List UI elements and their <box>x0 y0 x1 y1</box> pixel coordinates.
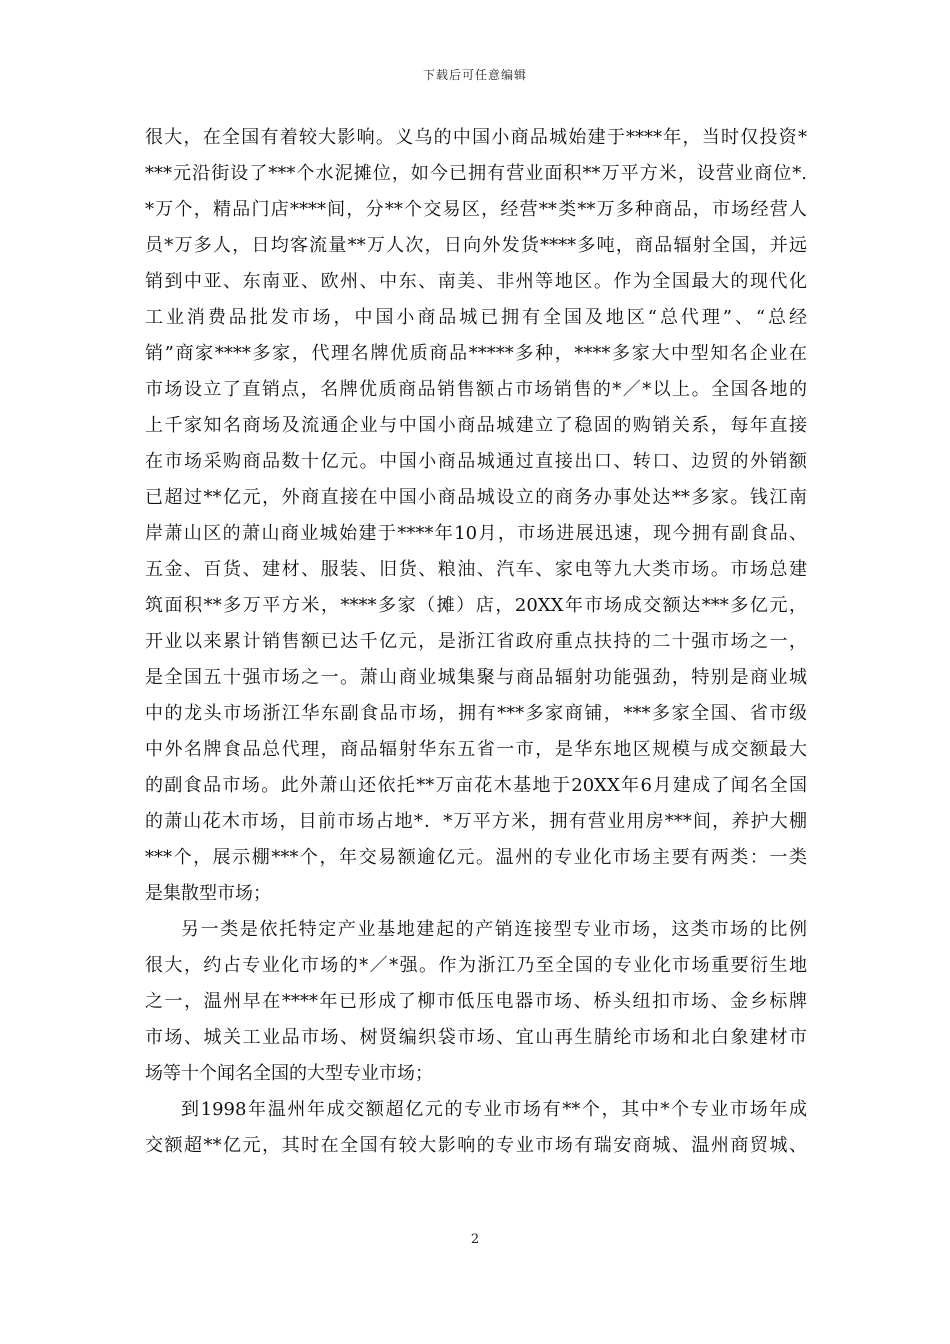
text-line: 市场设立了直销点，名牌优质商品销售额占市场销售的*／*以上。全国各地的 <box>145 379 807 400</box>
text-line: 的副食品市场。此外萧山还依托**万亩花木基地于20XX年6月建成了闻名全国 <box>145 775 807 796</box>
text-line: 岸萧山区的萧山商业城始建于****年10月，市场进展迅速，现今拥有副食品、 <box>145 523 807 544</box>
body-text <box>145 120 807 1164</box>
paragraph-first-line: 另一类是依托特定产业基地建起的产销连接型专业市场，这类市场的比例 <box>181 919 807 940</box>
text-line: 已超过**亿元，外商直接在中国小商品城设立的商务办事处达**多家。钱江南 <box>145 487 807 508</box>
text-line: 场等十个闻名全国的大型专业市场； <box>145 1063 433 1084</box>
text-line: 交额超**亿元，其时在全国有较大影响的专业市场有瑞安商城、温州商贸城、 <box>145 1135 807 1156</box>
text-line: ***个，展示棚***个，年交易额逾亿元。温州的专业化市场主要有两类：一类 <box>145 847 807 868</box>
text-line: 很大，约占专业化市场的*／*强。作为浙江乃至全国的专业化市场重要衍生地 <box>145 955 807 976</box>
text-line: 开业以来累计销售额已达千亿元，是浙江省政府重点扶持的二十强市场之一， <box>145 631 807 652</box>
page-header: 下载后可任意编辑 <box>422 68 527 82</box>
text-line: 工业消费品批发市场，中国小商品城已拥有全国及地区“总代理”、“总经 <box>145 307 807 328</box>
text-line: 市场、城关工业品市场、树贤编织袋市场、宜山再生腈纶市场和北白象建材市 <box>145 1027 807 1048</box>
text-line: 销”商家****多家，代理名牌优质商品*****多种，****多家大中型知名企业在 <box>145 343 807 364</box>
text-line: 是全国五十强市场之一。萧山商业城集聚与商品辐射功能强劲，特别是商业城 <box>145 667 807 688</box>
text-line: 在市场采购商品数十亿元。中国小商品城通过直接出口、转口、边贸的外销额 <box>145 451 807 472</box>
text-line: 五金、百货、建材、服装、旧货、粮油、汽车、家电等九大类市场。市场总建 <box>145 559 807 580</box>
text-line: 很大，在全国有着较大影响。义乌的中国小商品城始建于****年，当时仅投资* <box>145 127 807 148</box>
paragraph-first-line: 到1998年温州年成交额超亿元的专业市场有**个，其中*个专业市场年成 <box>181 1099 807 1120</box>
text-line: 之一，温州早在****年已形成了柳市低压电器市场、桥头纽扣市场、金乡标牌 <box>145 991 807 1012</box>
text-line: 筑面积**多万平方米，****多家（摊）店，20XX年市场成交额达***多亿元， <box>145 595 807 616</box>
text-line: ***元沿街设了***个水泥摊位，如今已拥有营业面积**万平方米，设营业商位*. <box>145 163 807 184</box>
text-line: 中的龙头市场浙江华东副食品市场，拥有***多家商铺，***多家全国、省市级 <box>145 703 807 724</box>
text-line: 是集散型市场； <box>145 883 271 904</box>
text-line: 销到中亚、东南亚、欧州、中东、南美、非州等地区。作为全国最大的现代化 <box>145 271 807 292</box>
text-line: 中外名牌食品总代理，商品辐射华东五省一市，是华东地区规模与成交额最大 <box>145 739 807 760</box>
text-line: 上千家知名商场及流通企业与中国小商品城建立了稳固的购销关系，每年直接 <box>145 415 807 436</box>
text-line: 的萧山花木市场，目前市场占地*．*万平方米，拥有营业用房***间，养护大棚 <box>145 811 807 832</box>
text-line: 员*万多人，日均客流量**万人次，日向外发货****多吨，商品辐射全国，并远 <box>145 235 807 256</box>
text-line: *万个，精品门店****间，分**个交易区，经营**类**万多种商品，市场经营人 <box>145 199 807 220</box>
page-number: 2 <box>470 1232 480 1247</box>
